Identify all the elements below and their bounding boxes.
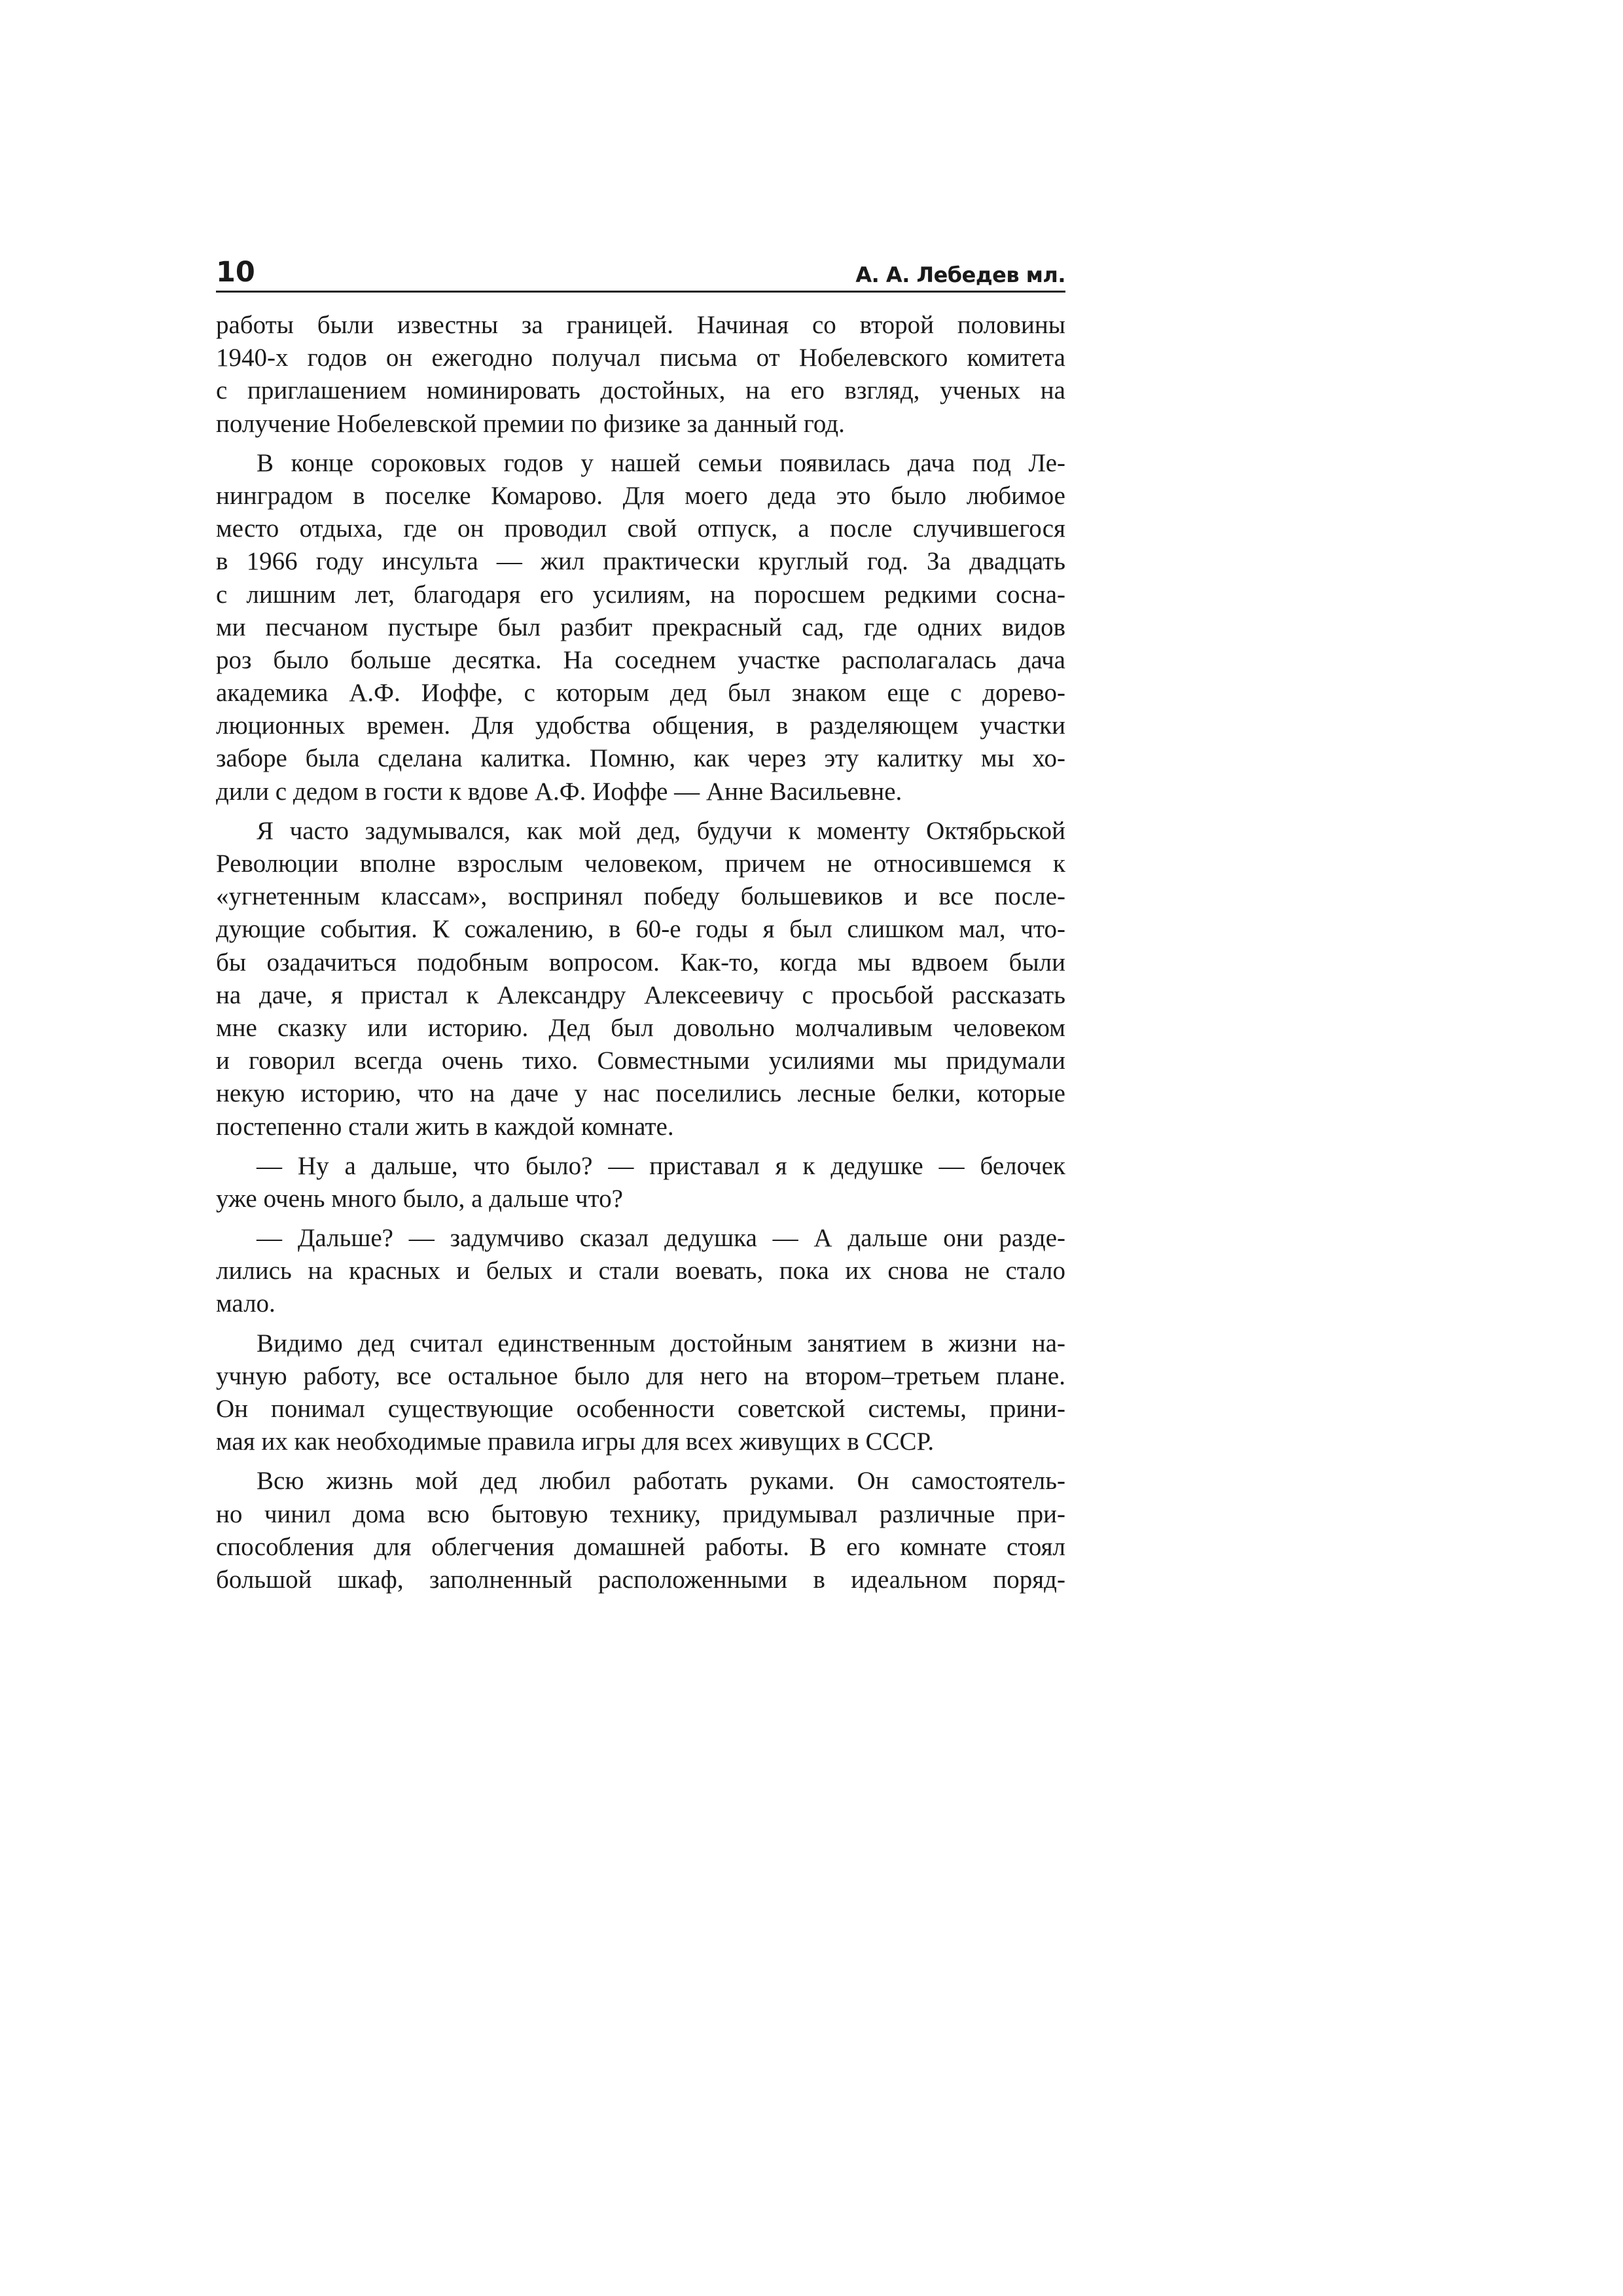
paragraph-4 [216, 1327, 1065, 1459]
text-line: нинградом в поселке Комарово. Для моего деда это было любимое [216, 481, 1065, 510]
text-line: мало. [216, 1289, 276, 1318]
body-text [216, 309, 1065, 1596]
page-number: 10 [216, 256, 255, 289]
text-line: Он понимал существующие особенности советской системы, прини- [216, 1395, 1065, 1423]
text-line: — Дальше? — задумчиво сказал дедушка — А дальше они разде- [257, 1224, 1065, 1253]
text-line: способления для облегчения домашней работы. В его комнате стоял [216, 1532, 1065, 1561]
text-line: заборе была сделана калитка. Помню, как через эту калитку мы хо- [216, 744, 1065, 773]
text-line: но чинил дома всю бытовую технику, придумывал различные при- [216, 1499, 1065, 1528]
text-line: с лишним лет, благодаря его усилиям, на поросшем редкими сосна- [216, 580, 1065, 609]
paragraph-2 [216, 447, 1065, 808]
text-line: некую историю, что на даче у нас поселились лесные белки, которые [216, 1079, 1065, 1108]
text-line: роз было больше десятка. На соседнем участке располагалась дача [216, 645, 1065, 674]
text-line: мне сказку или историю. Дед был довольно молчаливым человеком [216, 1013, 1065, 1042]
text-line: работы были известны за границей. Начиная со второй половины [216, 311, 1065, 339]
text-line: дующие события. К сожалению, в 60-е годы я был слишком мал, что- [216, 915, 1065, 944]
text-line: дили с дедом в гости к вдове А.Ф. Иоффе — Анне Васильевне. [216, 777, 902, 806]
text-line: учную работу, все остальное было для него на втором–третьем плане. [216, 1361, 1065, 1390]
text-line: с приглашением номинировать достойных, на его взгляд, ученых на [216, 376, 1065, 405]
text-line: академика А.Ф. Иоффе, с которым дед был знаком еще с дорево- [216, 679, 1065, 708]
text-line: ми песчаном пустыре был разбит прекрасный сад, где одних видов [216, 613, 1065, 641]
text-line: на даче, я пристал к Александру Алексеевичу с просьбой рассказать [216, 980, 1065, 1009]
paragraph-3 [216, 815, 1065, 1143]
text-line: мая их как необходимые правила игры для всех живущих в СССР. [216, 1427, 935, 1456]
text-line: уже очень много было, а дальше что? [216, 1184, 623, 1213]
text-line: В конце сороковых годов у нашей семьи появилась дача под Ле- [257, 448, 1065, 477]
text-line: люционных времен. Для удобства общения, в разделяющем участки [216, 711, 1065, 740]
dialogue-2 [216, 1222, 1065, 1321]
text-line: Революции вполне взрослым человеком, причем не относившемся к [216, 850, 1065, 878]
text-line: в 1966 году инсульта — жил практически круглый год. За двадцать [216, 547, 1065, 576]
paragraph-1 [216, 309, 1065, 440]
text-line: лились на красных и белых и стали воевать, пока их снова не стало [216, 1257, 1065, 1285]
text-line: постепенно стали жить в каждой комнате. [216, 1112, 674, 1141]
text-line: 1940-х годов он ежегодно получал письма от Нобелевского комитета [216, 344, 1065, 372]
dialogue-1 [216, 1150, 1065, 1215]
text-line: бы озадачиться подобным вопросом. Как-то, когда мы вдвоем были [216, 948, 1065, 977]
text-line: место отдыха, где он проводил свой отпуск, а после случившегося [216, 514, 1065, 543]
running-head-author: А. А. Лебедев мл. [855, 262, 1065, 287]
text-line: Всю жизнь мой дед любил работать руками. Он самостоятель- [257, 1467, 1065, 1496]
text-line: Видимо дед считал единственным достойным занятием в жизни на- [257, 1329, 1065, 1357]
text-line: получение Нобелевской премии по физике за данный год. [216, 409, 845, 438]
paragraph-5 [216, 1465, 1065, 1596]
text-line: — Ну а дальше, что было? — приставал я к дедушке — белочек [257, 1151, 1065, 1180]
text-line: и говорил всегда очень тихо. Совместными усилиями мы придумали [216, 1047, 1065, 1075]
text-line: «угнетенным классам», воспринял победу большевиков и все после- [216, 882, 1065, 911]
text-line: большой шкаф, заполненный расположенными в идеальном поряд- [216, 1565, 1065, 1594]
text-line: Я часто задумывался, как мой дед, будучи к моменту Октябрьской [257, 816, 1065, 845]
page-header [216, 251, 1065, 293]
